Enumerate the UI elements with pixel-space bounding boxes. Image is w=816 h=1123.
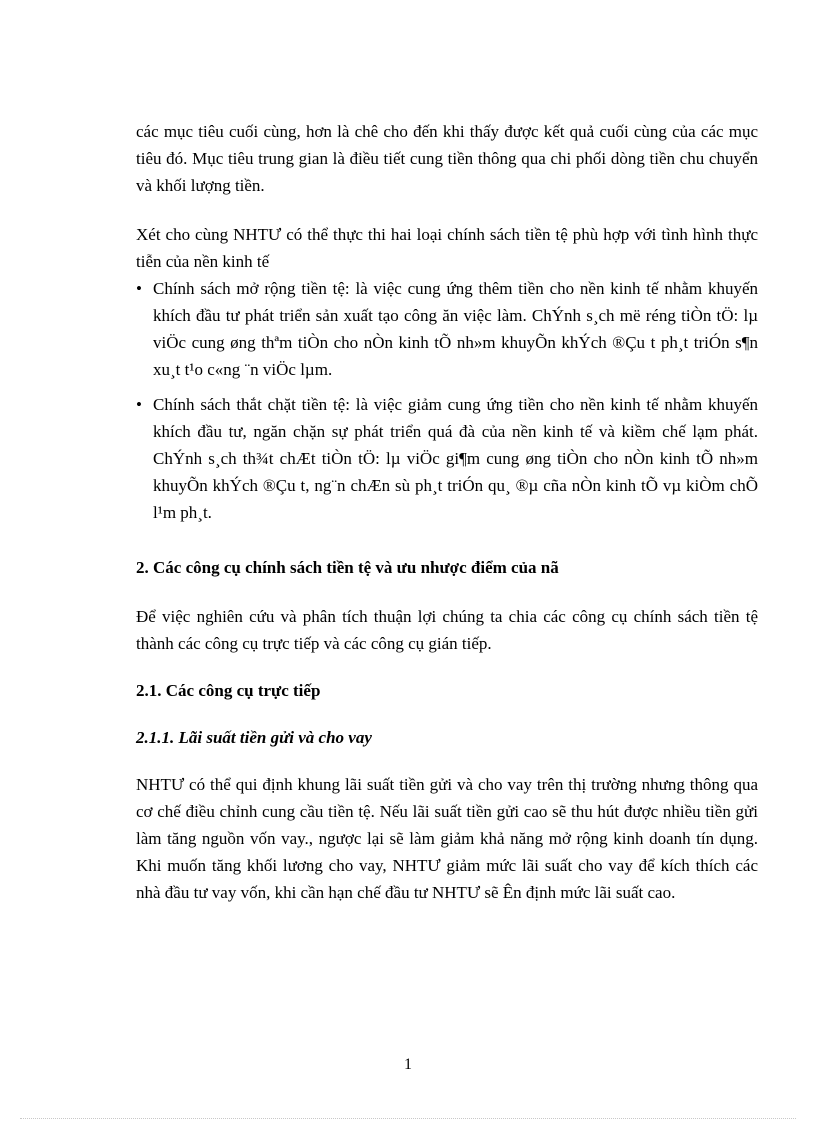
section-heading: 2. Các công cụ chính sách tiền tệ và ưu nhược điểm của nã [136,558,559,577]
bullet-text: Chính sách mở rộng tiền tệ: là việc cung ứng thêm tiền cho nền kinh tế nhằm khuyến khích đầu tư phát triển sản xuất tạo công ăn việc làm. ChÝnh s¸ch më réng tiÒn tÖ: lµ viÖc cung øng thªm tiÒn cho nÒn kinh tÕ nh»m khuyÕn khÝch ®Çu t ph¸t triÓn s¶n xu¸t t¹o c«ng ¨n viÖc lµm. [153,279,758,379]
spacer [136,534,758,554]
page-content [136,118,758,906]
page-bottom-rule [20,1118,796,1119]
policy-paragraph: Xét cho cùng NHTƯ có thể thực thi hai loại chính sách tiền tệ phù hợp với tình hình thực tiễn của nền kinh tế [136,225,758,271]
spacer [136,751,758,771]
intro-paragraph: các mục tiêu cuối cùng, hơn là chê cho đến khi thấy được kết quả cuối cùng của các mục tiêu đó. Mục tiêu trung gian là điều tiết cung tiền thông qua chi phối dòng tiền chu chuyển và khối lượng tiền. [136,122,758,195]
spacer [136,704,758,724]
bullet-expansionary-policy [136,275,758,383]
bullet-text: Chính sách thắt chặt tiền tệ: là việc giảm cung ứng tiền cho nền kinh tế nhằm khuyến khích đầu tư, ngăn chặn sự phát triển quá đà của nền kinh tế và kiềm chế lạm phát. ChÝnh s¸ch th¾t chÆt tiÒn tÖ: lµ viÖc gi¶m cung øng tiÒn cho nÒn kinh tÕ nh»m khuyÕn khÝch ®Çu t, ng¨n chÆn sù ph¸t triÓn qu¸ ®µ cña nÒn kinh tÕ vµ kiÒm chÕ l¹m ph¸t. [153,395,758,522]
subsubsection-heading: 2.1.1. Lãi suất tiền gửi và cho vay [136,728,372,747]
bullet-contractionary-policy [136,391,758,526]
subsection-heading: 2.1. Các công cụ trực tiếp [136,681,321,700]
policy-bullet-list [136,275,758,526]
page-number: 1 [404,1056,412,1073]
spacer [136,581,758,603]
spacer [136,657,758,677]
bullet-marker: • [136,279,142,298]
interest-rate-paragraph: NHTƯ có thể qui định khung lãi suất tiền gửi và cho vay trên thị trường nhưng thông qua cơ chế điều chỉnh cung cầu tiền tệ. Nếu lãi suất tiền gửi cao sẽ thu hút được nhiều tiền gửi làm tăng nguồn vốn vay., ngược lại sẽ làm giảm khả năng mở rộng kinh doanh tín dụng. Khi muốn tăng khối lương cho vay, NHTƯ giảm mức lãi suất cho vay để kích thích các nhà đầu tư vay vốn, khi cần hạn chế đầu tư NHTƯ sẽ Ên định mức lãi suất cao. [136,775,758,902]
spacer [136,199,758,221]
bullet-marker: • [136,395,142,414]
section-paragraph: Để việc nghiên cứu và phân tích thuận lợi chúng ta chia các công cụ chính sách tiền tệ thành các công cụ trực tiếp và các công cụ gián tiếp. [136,607,758,653]
